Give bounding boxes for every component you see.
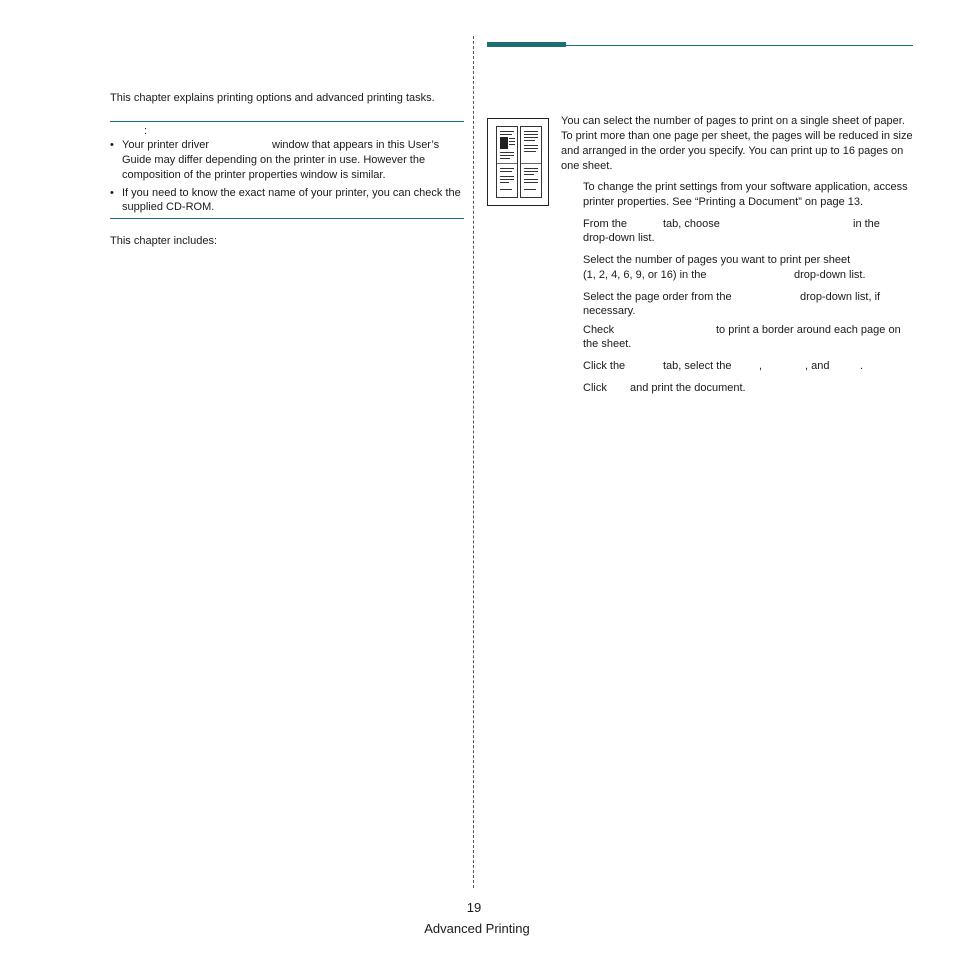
step-5-part-a: Check (583, 324, 615, 336)
note-bullet-1-line-2: Guide may differ depending on the printer in use. However the (122, 154, 426, 166)
step-3-part-c: drop-down list. (794, 269, 866, 281)
step-5-part-b: to print a border around each page on (716, 324, 901, 336)
page-number: 19 (466, 900, 482, 915)
step-2-part-b: tab, choose (663, 218, 720, 230)
note-bullet-1-line-3: composition of the printer properties window is similar. (122, 169, 386, 181)
note-bullet-1-part-b: window that appears in this User’s (272, 139, 440, 151)
step-6-part-c: , (759, 360, 763, 372)
nup-description-line-3: and arranged in the order you specify. You can print up to 16 pages on (561, 145, 904, 157)
step-6-part-e: . (860, 360, 864, 372)
note-bullet-1: • (110, 139, 114, 151)
thumb-page-right (520, 126, 542, 198)
step-6-part-b: tab, select the (663, 360, 732, 372)
step-3-line-1: Select the number of pages you want to print per sheet (583, 254, 851, 266)
step-3-part-b: (1, 2, 4, 6, 9, or 16) in the (583, 269, 707, 281)
step-4-line-2: necessary. (583, 305, 636, 317)
chapter-intro: This chapter explains printing options and advanced printing tasks. (110, 92, 435, 104)
nup-description-line-4: one sheet. (561, 160, 613, 172)
note-label-colon: : (144, 125, 148, 137)
nup-description-line-2: To print more than one page per sheet, the pages will be reduced in size (561, 130, 913, 142)
step-4-part-a: Select the page order from the (583, 291, 732, 303)
chapter-includes: This chapter includes: (110, 235, 217, 247)
step-5-line-2: the sheet. (583, 338, 632, 350)
note-bullet-2-line-1: If you need to know the exact name of your printer, you can check the (122, 187, 461, 199)
step-1: To change the print settings from your software application, access printer properties. See “Printing a Document” on page 13. (583, 181, 908, 208)
multiple-pages-per-sheet-icon (487, 118, 549, 206)
nup-description (561, 114, 921, 174)
note-bullet-1-part-a: Your printer driver (122, 139, 210, 151)
note-top-rule (110, 121, 464, 122)
note-bottom-rule (110, 218, 464, 219)
step-6-part-d: , and (805, 360, 830, 372)
thumb-page-left (496, 126, 518, 198)
step-2-part-a: From the (583, 218, 628, 230)
nup-description-line-1: You can select the number of pages to print on a single sheet of paper. (561, 115, 905, 127)
footer-chapter-title: Advanced Printing (424, 921, 530, 936)
column-divider (473, 36, 474, 888)
step-2-part-c: in the (853, 218, 880, 230)
section-heading-bar (487, 42, 566, 47)
step-4-part-b: drop-down list, if (800, 291, 881, 303)
note-bullet-2-line-2: supplied CD-ROM. (122, 201, 215, 213)
step-7-part-a: Click (583, 382, 607, 394)
step-2-line-2: drop-down list. (583, 232, 655, 244)
step-6-part-a: Click the (583, 360, 626, 372)
step-7-part-b: and print the document. (630, 382, 746, 394)
section-heading-rule (566, 45, 913, 46)
note-bullet-2: • (110, 187, 114, 199)
